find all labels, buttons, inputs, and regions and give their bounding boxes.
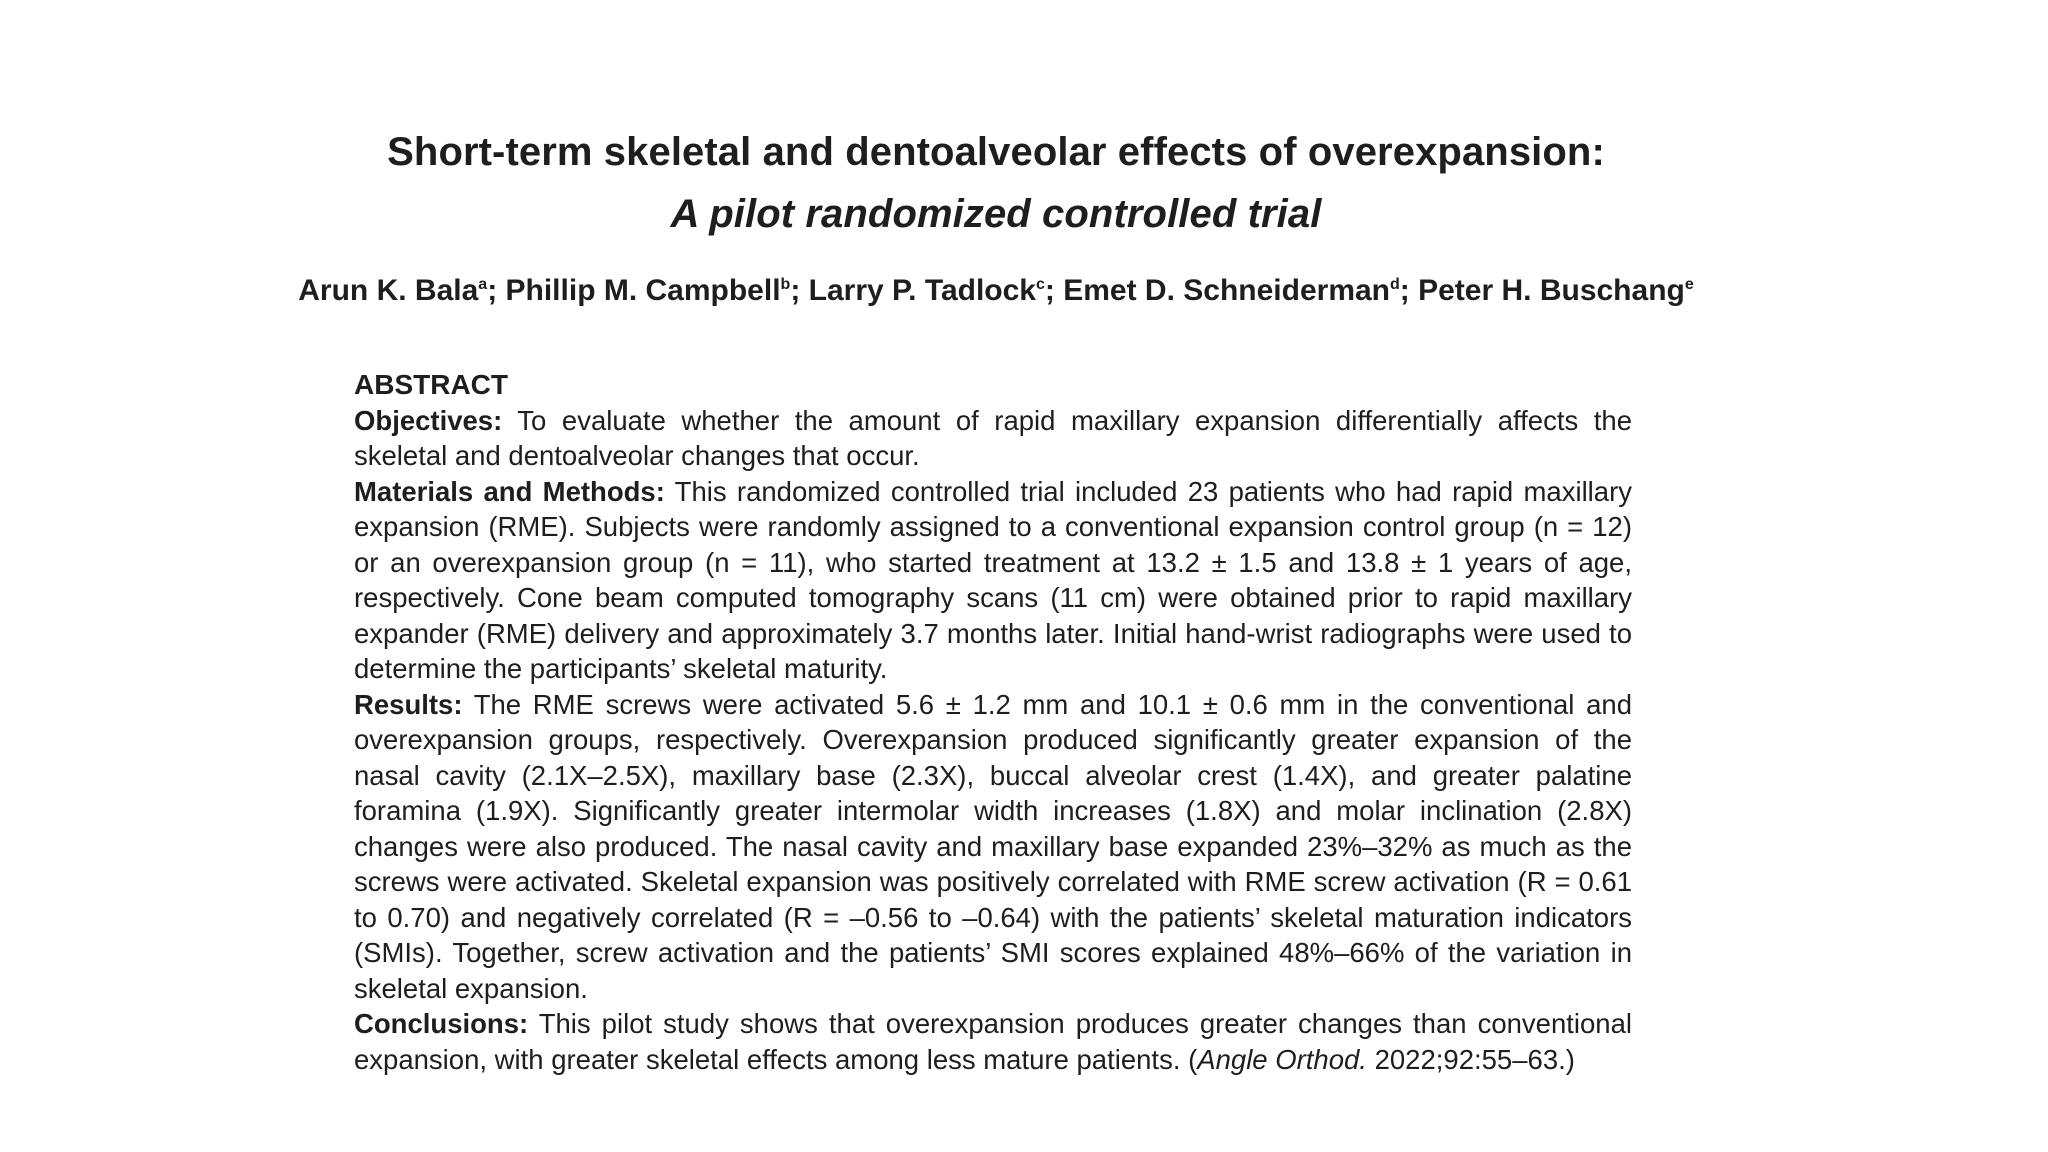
author: Emet D. Schneiderman$^d$; <box>1063 274 1419 307</box>
author-list <box>0 274 1992 308</box>
abstract-heading: ABSTRACT <box>354 369 508 400</box>
abstract-methods <box>354 474 1632 687</box>
section-label: Results: <box>354 688 463 720</box>
section-label: Materials and Methods: <box>354 475 665 507</box>
section-label: Objectives: <box>354 404 503 436</box>
author: Phillip M. Campbell$^b$; <box>505 274 809 307</box>
abstract-results <box>354 687 1632 1007</box>
section-text: The RME screws were activated 5.6 ± 1.2 mm and 10.1 ± 0.6 mm in the conventional and overexpansion groups, respectively. Overexpansion produced significantly greater expansion of the nasal cavity (2.1X–2.5X), maxillary base (2.3X), buccal alveolar crest (1.4X), and greater palatine foramina (1.9X). Significantly greater intermolar width increases (1.8X) and molar inclination (2.8X) changes were also produced. The nasal cavity and maxillary base expanded 23%–32% as much as the screws were activated. Skeletal expansion was positively correlated with RME screw activation (R = 0.61 to 0.70) and negatively correlated (R = –0.56 to –0.64) with the patients’ skeletal maturation indicators (SMIs). Together, screw activation and the patients’ SMI scores explained 48%–66% of the variation in skeletal expansion. <box>354 688 1632 1004</box>
citation-journal: Angle Orthod. <box>1197 1043 1367 1075</box>
paper-title: Short-term skeletal and dentoalveolar effects of overexpansion: <box>387 130 1605 174</box>
author: Peter H. Buschang$^e$ <box>1418 274 1694 307</box>
abstract-conclusions <box>354 1006 1632 1077</box>
section-text: To evaluate whether the amount of rapid maxillary expansion differentially affects the skeletal and dentoalveolar changes that occur. <box>354 404 1632 471</box>
author: Arun K. Bala$^a$; <box>298 274 506 307</box>
section-text: This pilot study shows that overexpansion produces greater changes than conventional expansion, with greater skeletal effects among less mature patients. ( <box>354 1008 1632 1075</box>
affiliation-marker: a <box>478 276 488 293</box>
abstract-objectives <box>354 403 1632 474</box>
paper-subtitle: A pilot randomized controlled trial <box>670 192 1322 236</box>
citation-details: 2022;92:55–63.) <box>1366 1043 1575 1075</box>
affiliation-marker: e <box>1684 276 1694 293</box>
affiliation-marker: b <box>780 276 791 293</box>
section-text: This randomized controlled trial included 23 patients who had rapid maxillary expansion (RME). Subjects were randomly assigned to a conventional expansion control group (n = 12) or an overexpansion group (n = 11), who started treatment at 13.2 ± 1.5 and 13.8 ± 1 years of age, respectively. Cone beam computed tomography scans (11 cm) were obtained prior to rapid maxillary expander (RME) delivery and approximately 3.7 months later. Initial hand-wrist radiographs were used to determine the participants’ skeletal maturity. <box>354 475 1632 684</box>
affiliation-marker: c <box>1036 276 1045 293</box>
section-label: Conclusions: <box>354 1008 529 1039</box>
affiliation-marker: d <box>1390 276 1400 293</box>
author: Larry P. Tadlock$^c$; <box>808 274 1064 307</box>
abstract <box>354 367 1632 1077</box>
